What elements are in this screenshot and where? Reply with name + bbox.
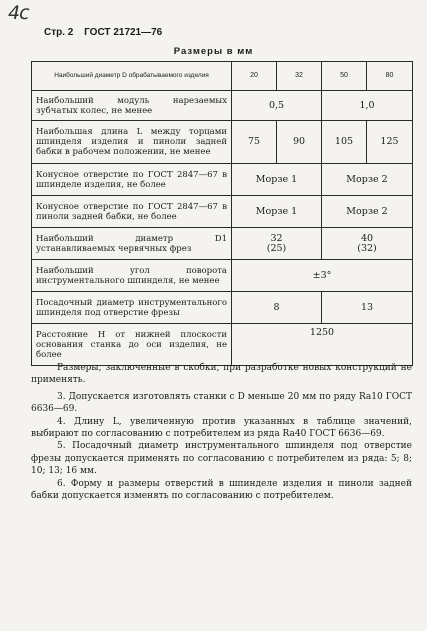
cell-value: 8 <box>232 292 322 324</box>
row-label: Расстояние H от нижней плоскости основания станка до оси изделия, не более <box>32 324 232 366</box>
parameters-table <box>31 61 413 366</box>
row-label: Наибольший модуль нарезаемых зубчатых колес, не менее <box>32 91 232 121</box>
cell-value: Морзе 2 <box>322 196 413 228</box>
table-row-cone-tailstock <box>32 196 413 228</box>
table-row-cone-spindle <box>32 164 413 196</box>
table-row-module <box>32 91 413 121</box>
note-paragraph: 4. Длину L, увеличенную против указанных в таблице значений, выбирают по согласованию с потребителем из ряда Ra40 ГОСТ 6636—69. <box>31 416 412 440</box>
diameter-20: 20 <box>232 62 277 91</box>
diameter-80: 80 <box>367 62 413 91</box>
header-label: Наибольший диаметр D обрабатываемого изделия <box>32 62 232 91</box>
table-header-row <box>32 62 413 91</box>
standard-code: ГОСТ 21721—76 <box>84 27 163 38</box>
cell-value: Морзе 2 <box>322 164 413 196</box>
handwritten-page-mark: 4c <box>8 2 29 24</box>
cell-value: 13 <box>322 292 413 324</box>
cell-value <box>322 228 413 260</box>
note-paragraph: Размеры, заключенные в скобки, при разработке новых конструкций не применять. <box>31 363 412 386</box>
table-caption: Размеры в мм <box>173 46 254 57</box>
cell-value: 75 <box>232 121 277 164</box>
note-paragraph: 5. Посадочный диаметр инструментального шпинделя под отверстие фрезы допускается применять по согласованию с потребителем из ряда: 5; 8; 10; 13; 16 мм. <box>31 441 412 477</box>
cell-value <box>232 324 413 366</box>
note-paragraph: 6. Форму и размеры отверстий в шпинделе изделия и пиноли задней бабки допускается изменять по согласованию с потребителем. <box>31 478 412 502</box>
diameter-50: 50 <box>322 62 367 91</box>
row-label: Конусное отверстие по ГОСТ 2847—67 в шпинделе изделия, не более <box>32 164 232 196</box>
diameter-32: 32 <box>277 62 322 91</box>
cell-value: Морзе 1 <box>232 164 322 196</box>
value-main: 32 <box>270 232 283 244</box>
row-label: Конусное отверстие по ГОСТ 2847—67 в пиноли задней бабки, не более <box>32 196 232 228</box>
table-row-cutter-diameter <box>32 228 413 260</box>
cell-value: 125 <box>367 121 413 164</box>
row-label: Посадочный диаметр инструментального шпинделя под отверстие фрезы <box>32 292 232 324</box>
notes-block <box>31 362 412 502</box>
value-bracketed: (25) <box>266 242 287 254</box>
value-bracketed: (32) <box>357 242 377 254</box>
row-label: Наибольший диаметр D1 устанавливаемых червячных фрез <box>32 228 232 260</box>
cell-value: 0,5 <box>232 91 322 121</box>
cell-value: ±3° <box>232 260 413 292</box>
table-row-length <box>32 121 413 164</box>
table-row-angle <box>32 260 413 292</box>
cell-value: 1,0 <box>322 91 413 121</box>
table-row-height <box>32 324 413 366</box>
cell-value: Морзе 1 <box>232 196 322 228</box>
page-number: Стр. 2 <box>44 27 74 38</box>
cell-value <box>232 228 322 260</box>
note-paragraph: 3. Допускается изготовлять станки с D меньше 20 мм по ряду Ra10 ГОСТ 6636—69. <box>31 391 412 415</box>
cell-value: 90 <box>277 121 322 164</box>
row-label: Наибольшая длина L между торцами шпинделя изделия и пиноли задней бабки в рабочем положении, не менее <box>32 121 232 164</box>
page-header <box>44 27 170 38</box>
value-main: 40 <box>360 232 374 244</box>
height-value: 1250 <box>309 327 335 338</box>
table-row-mount-diameter <box>32 292 413 324</box>
cell-value: 105 <box>322 121 367 164</box>
row-label: Наибольший угол поворота инструментального шпинделя, не менее <box>32 260 232 292</box>
